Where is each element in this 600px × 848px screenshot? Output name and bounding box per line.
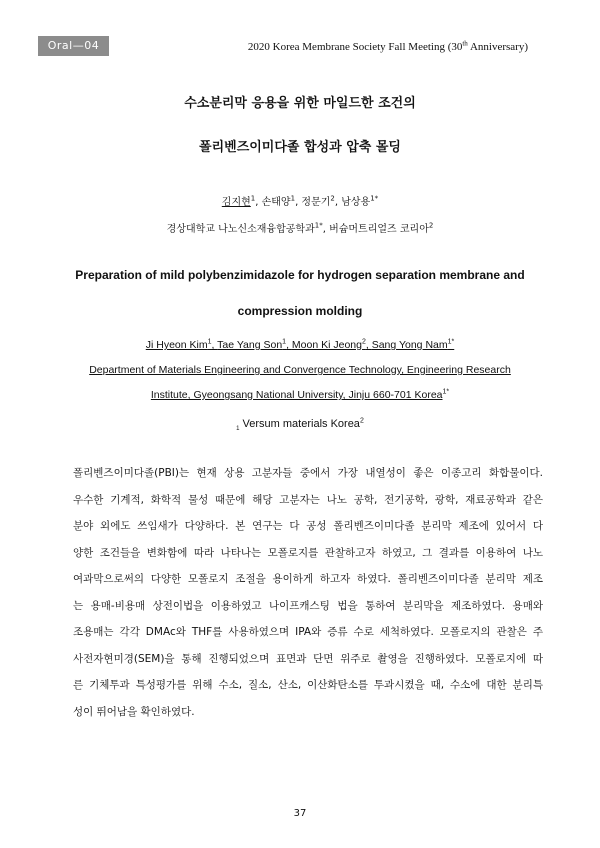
author-kr-3: 정문기 [301, 197, 331, 208]
author-en-1: Ji Hyeon Kim [145, 339, 208, 351]
body-line: 양한 조건들을 변화함에 따라 나타나는 모폴로지를 관찰하고자 하였고, 그 결과를 이용하여 나노 [73, 546, 543, 559]
english-affiliation-line1: Department of Materials Engineering and Convergence Technology, Engineering Research [89, 364, 511, 376]
author-kr-2: 손태양 [261, 197, 291, 208]
author-kr-4: 남상용 [341, 197, 371, 208]
body-line: 여과막으로써의 다양한 모폴로지 조절을 용이하게 하고자 하였다. 폴리벤즈이미다졸 분리막 제조 [73, 573, 543, 585]
english-authors: Ji Hyeon Kim$^1$, Tae Yang Son$^1$, Moon Ki Jeong$^2$, Sang Yong Nam$^{1*}$ [145, 338, 455, 351]
abstract-body [73, 460, 543, 725]
korean-affiliation: 경상대학교 나노신소재융합공학과$^{1*}$, 버슘머트리얼즈 코리아$^2$ [166, 221, 434, 235]
author-kr-1: 김지현 [221, 197, 251, 208]
body-line: 는 용매-비용매 상전이법을 이용하였고 나이프캐스팅 법을 통하여 분리막을 제조하였다. 용매와 [73, 599, 543, 612]
english-title-line1: Preparation of mild polybenzimidazole for hydrogen separation membrane and [75, 268, 525, 282]
korean-authors: 김지현$^1$, 손태양$^1$, 정문기$^2$, 남상용$^{1*}$ [221, 194, 379, 208]
english-affiliation-line2: Institute, Gyeongsang National University, Jinju 660-701 Korea$^{1*}$ [150, 388, 450, 401]
author-en-4: Sang Yong Nam [371, 339, 448, 351]
session-badge: Oral—04 [38, 36, 109, 56]
body-line: 폴리벤즈이미다졸(PBI)는 현재 상용 고분자들 중에서 가장 내열성이 좋은 이종고리 화합물이다. [73, 467, 543, 479]
english-affiliation-line3: $_1$ Versum materials Korea$^2$ [236, 417, 364, 433]
author-en-2: Tae Yang Son [217, 339, 283, 351]
body-line: 우수한 기계적, 화학적 물성 때문에 해당 고분자는 나노 공학, 전기공학, 광학, 재료공학과 같은 [73, 493, 543, 506]
body-line: 른 기체투과 특성평가를 위해 수소, 질소, 산소, 이산화탄소를 투과시켰을 때, 수소에 대한 분리특 [73, 679, 543, 691]
body-line: 성이 뛰어남을 확인하였다. [73, 705, 195, 718]
conference-header: 2020 Korea Membrane Society Fall Meeting (30th Anniversary) [247, 39, 528, 53]
korean-title-line1: 수소분리막 응용을 위한 마일드한 조건의 [184, 96, 416, 111]
body-line: 사전자현미경(SEM)을 통해 진행되었으며 표면과 단면 위주로 촬영을 진행하였다. 모폴로지에 따 [73, 652, 543, 665]
english-title-line2: compression molding [237, 304, 363, 318]
korean-title-line2: 폴리벤즈이미다졸 합성과 압축 몰딩 [199, 140, 401, 155]
body-line: 분야 외에도 쓰임새가 다양하다. 본 연구는 다 공성 폴리벤즈이미다졸 분리막 제조에 있어서 다 [73, 520, 543, 532]
body-line: 조용매는 각각 DMAc와 THF를 사용하였으며 IPA와 증류 수로 세척하였다. 모폴로지의 관찰은 주 [73, 626, 543, 638]
author-en-3: Moon Ki Jeong [291, 339, 362, 351]
page-number: 37 [293, 808, 307, 819]
